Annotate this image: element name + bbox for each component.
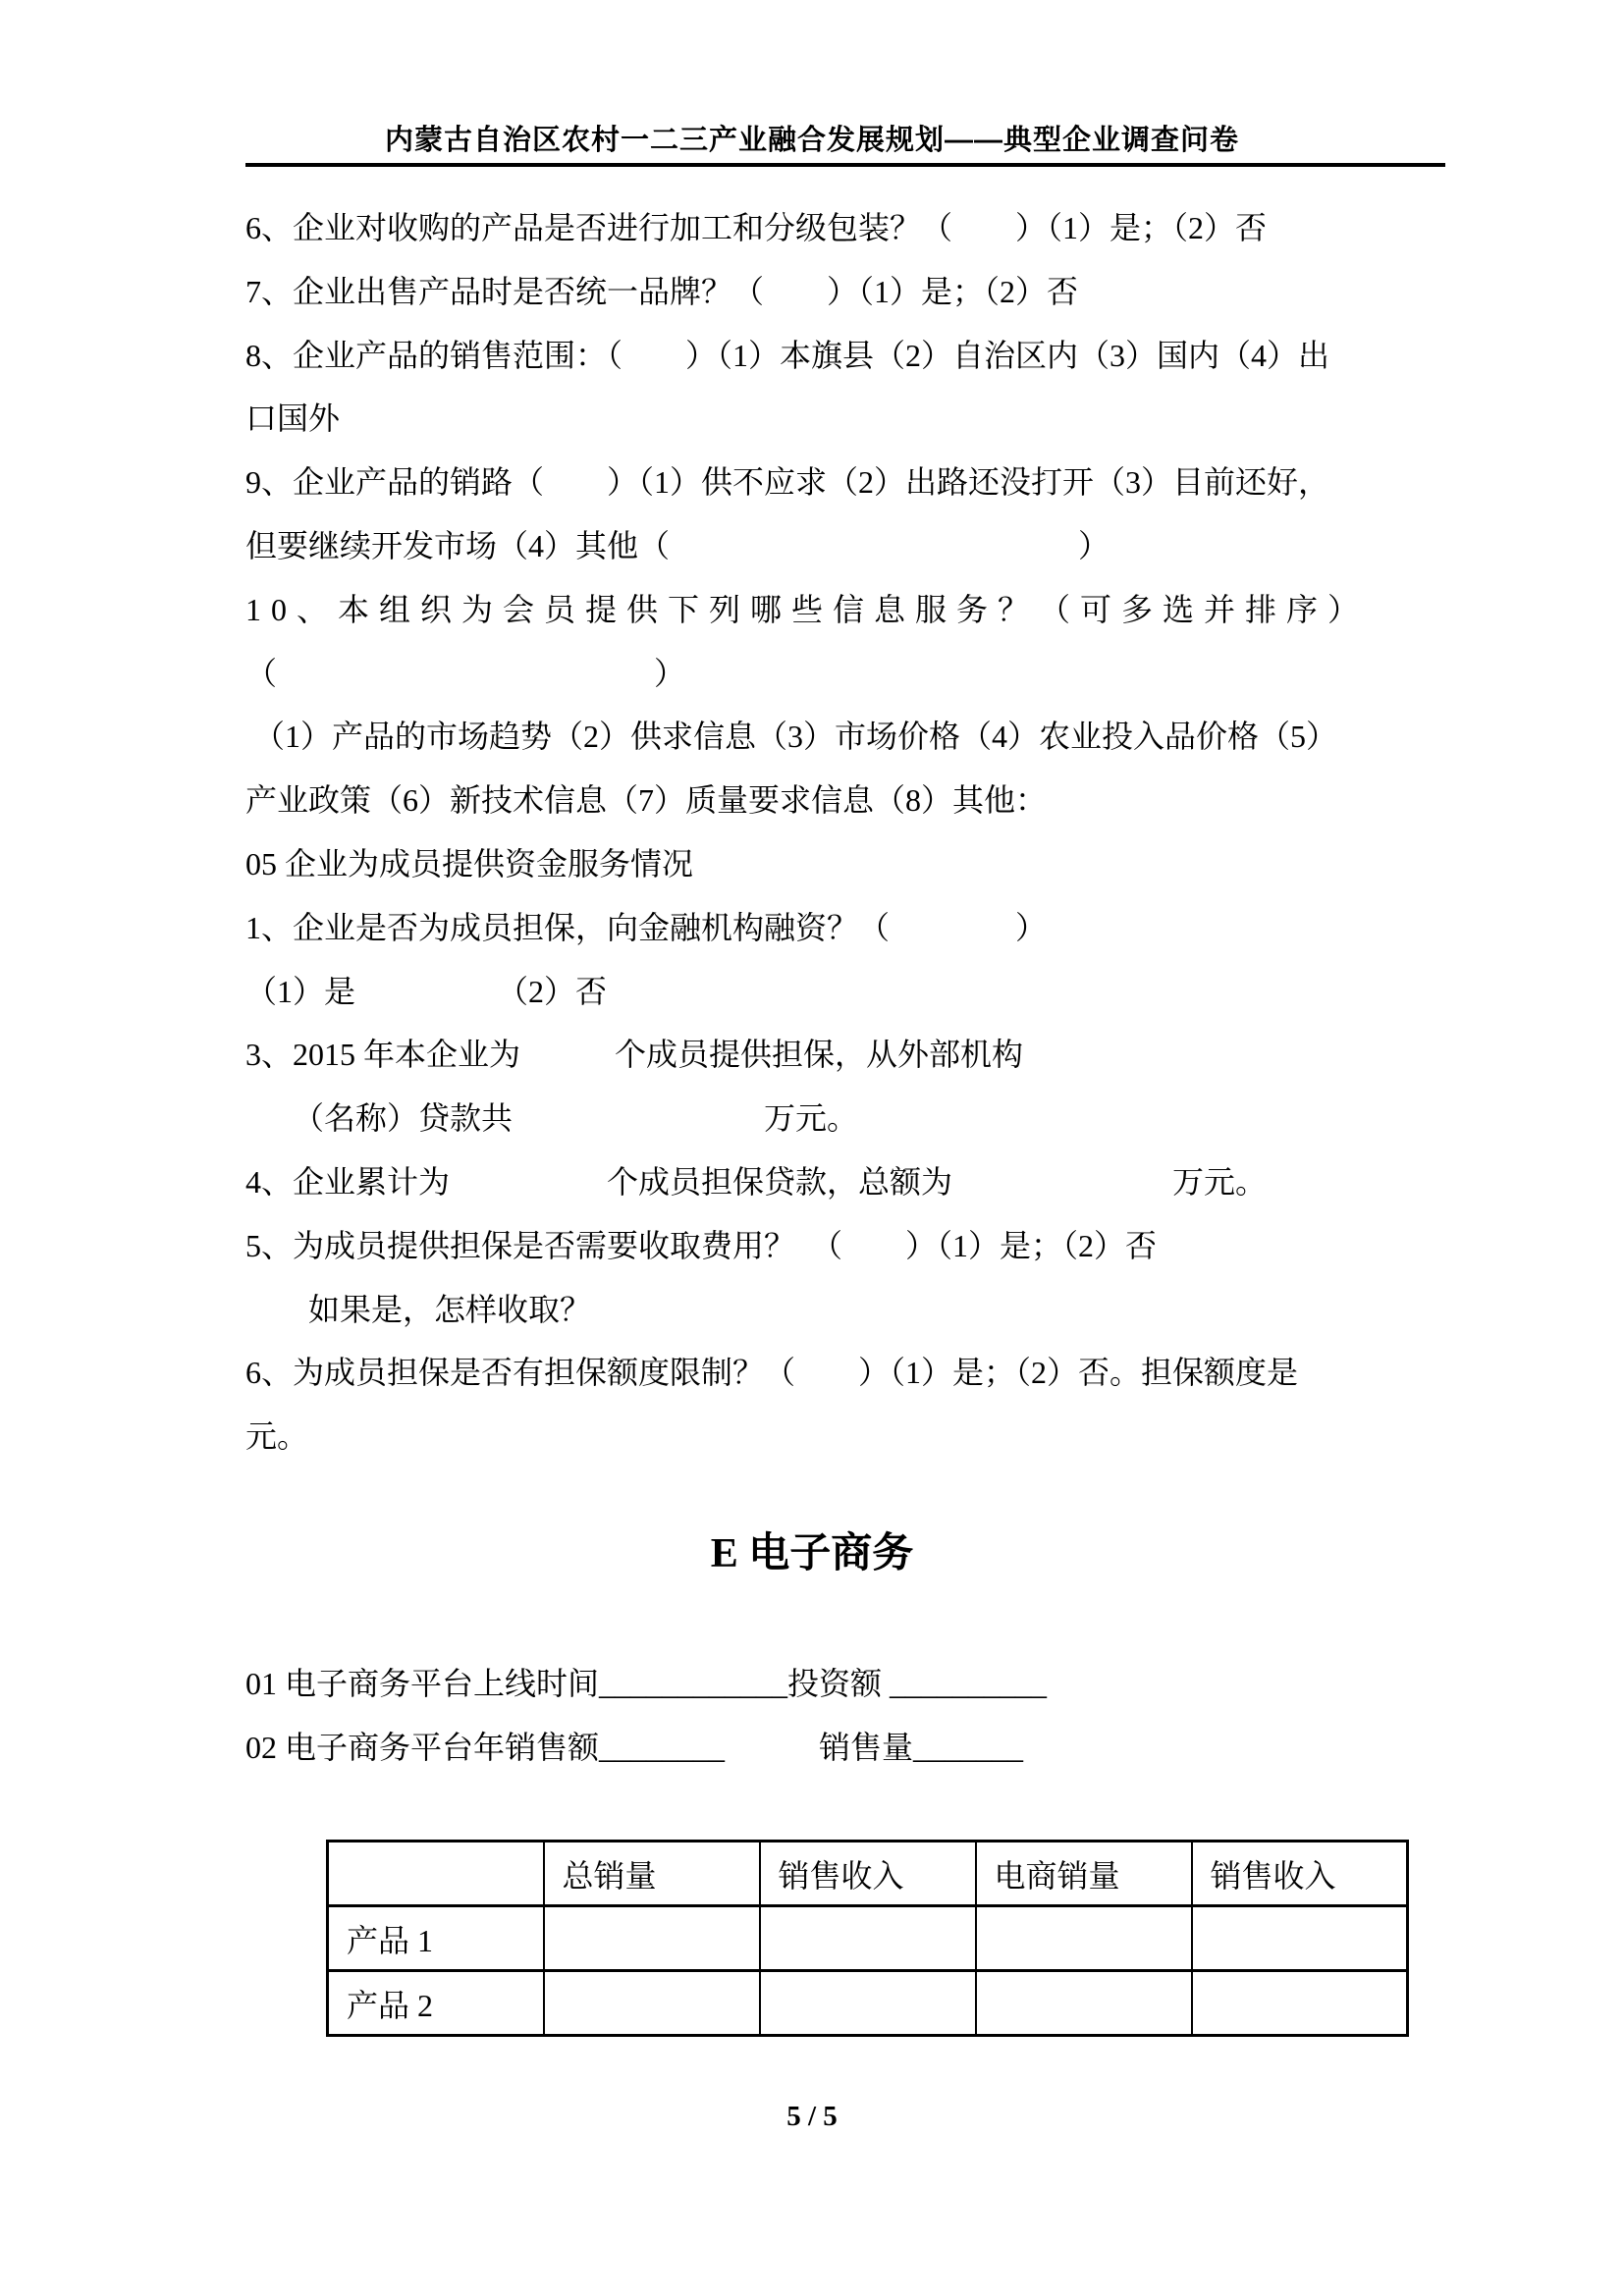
table-header-cell: 总销量 (544, 1842, 760, 1906)
question-line: 6、为成员担保是否有担保额度限制？（ ）（1）是；（2）否。担保额度是 (245, 1355, 1299, 1391)
table-cell (976, 1906, 1192, 1971)
question-line: 4、企业累计为 个成员担保贷款，总额为 万元。 (245, 1163, 1268, 1200)
table-header-cell: 电商销量 (976, 1842, 1192, 1906)
question-line: （1）产品的市场趋势（2）供求信息（3）市场价格（4）农业投入品价格（5） (245, 719, 1338, 755)
table-cell (760, 1971, 976, 2036)
table-header-cell: 销售收入 (760, 1842, 976, 1906)
section-e-heading: E 电子商务 (710, 1531, 914, 1576)
question-line: 3、2015 年本企业为 个成员提供担保，从外部机构 (245, 1037, 1024, 1073)
question-line: 05 企业为成员提供资金服务情况 (245, 845, 694, 881)
table-header-row (328, 1842, 1408, 1906)
question-line: 但要继续开发市场（4）其他（ ） (245, 527, 1110, 563)
question-line: 8、企业产品的销售范围：（ ）（1）本旗县（2）自治区内（3）国内（4）出 (245, 337, 1330, 373)
table-header-cell (328, 1842, 544, 1906)
question-line: 产业政策（6）新技术信息（7）质量要求信息（8）其他： (245, 782, 1048, 819)
question-line: 7、企业出售产品时是否统一品牌？（ ）（1）是；（2）否 (245, 273, 1079, 309)
table-cell (760, 1906, 976, 1971)
section-e-fields (245, 1652, 1453, 1780)
question-line: （1）是 （2）否 (245, 973, 608, 1009)
product-row-label: 产品 2 (328, 1971, 544, 2036)
table-cell (976, 1971, 1192, 2036)
question-line: 如果是，怎样收取？ (245, 1291, 592, 1327)
header-rule (245, 163, 1445, 167)
question-line: 6、企业对收购的产品是否进行加工和分级包装？（ ）（1）是；（2）否 (245, 210, 1268, 245)
page-header-title: 内蒙古自治区农村一二三产业融合发展规划——典型企业调查问卷 (384, 125, 1239, 156)
ecommerce-products-table (326, 1840, 1409, 2037)
product-row-label: 产品 1 (328, 1906, 544, 1971)
table-header-cell: 销售收入 (1192, 1842, 1408, 1906)
question-line: （名称）贷款共 万元。 (245, 1100, 859, 1137)
questionnaire-body (245, 196, 1453, 1468)
fill-in-line: 01 电子商务平台上线时间____________投资额 __________ (245, 1666, 1048, 1701)
table-row (328, 1971, 1408, 2036)
question-line: 口国外 (245, 400, 341, 437)
table-cell (544, 1906, 760, 1971)
question-line: （ ） (245, 655, 686, 691)
table-row (328, 1906, 1408, 1971)
table-cell (1192, 1971, 1408, 2036)
table-cell (1192, 1906, 1408, 1971)
question-line: 5、为成员提供担保是否需要收取费用？ （ ）（1）是；（2）否 (245, 1227, 1158, 1263)
question-line: 9、企业产品的销路（ ）（1）供不应求（2）出路还没打开（3）目前还好， (245, 464, 1330, 501)
page-number: 5 / 5 (786, 2101, 838, 2132)
fill-in-line: 02 电子商务平台年销售额________ 销售量_______ (245, 1729, 1024, 1765)
question-line: 10、本组织为会员提供下列哪些信息服务？（可多选并排序） (245, 591, 1370, 627)
table-cell (544, 1971, 760, 2036)
question-line: 1、企业是否为成员担保，向金融机构融资？（ ） (245, 909, 1048, 945)
question-line: 元。 (245, 1418, 309, 1455)
